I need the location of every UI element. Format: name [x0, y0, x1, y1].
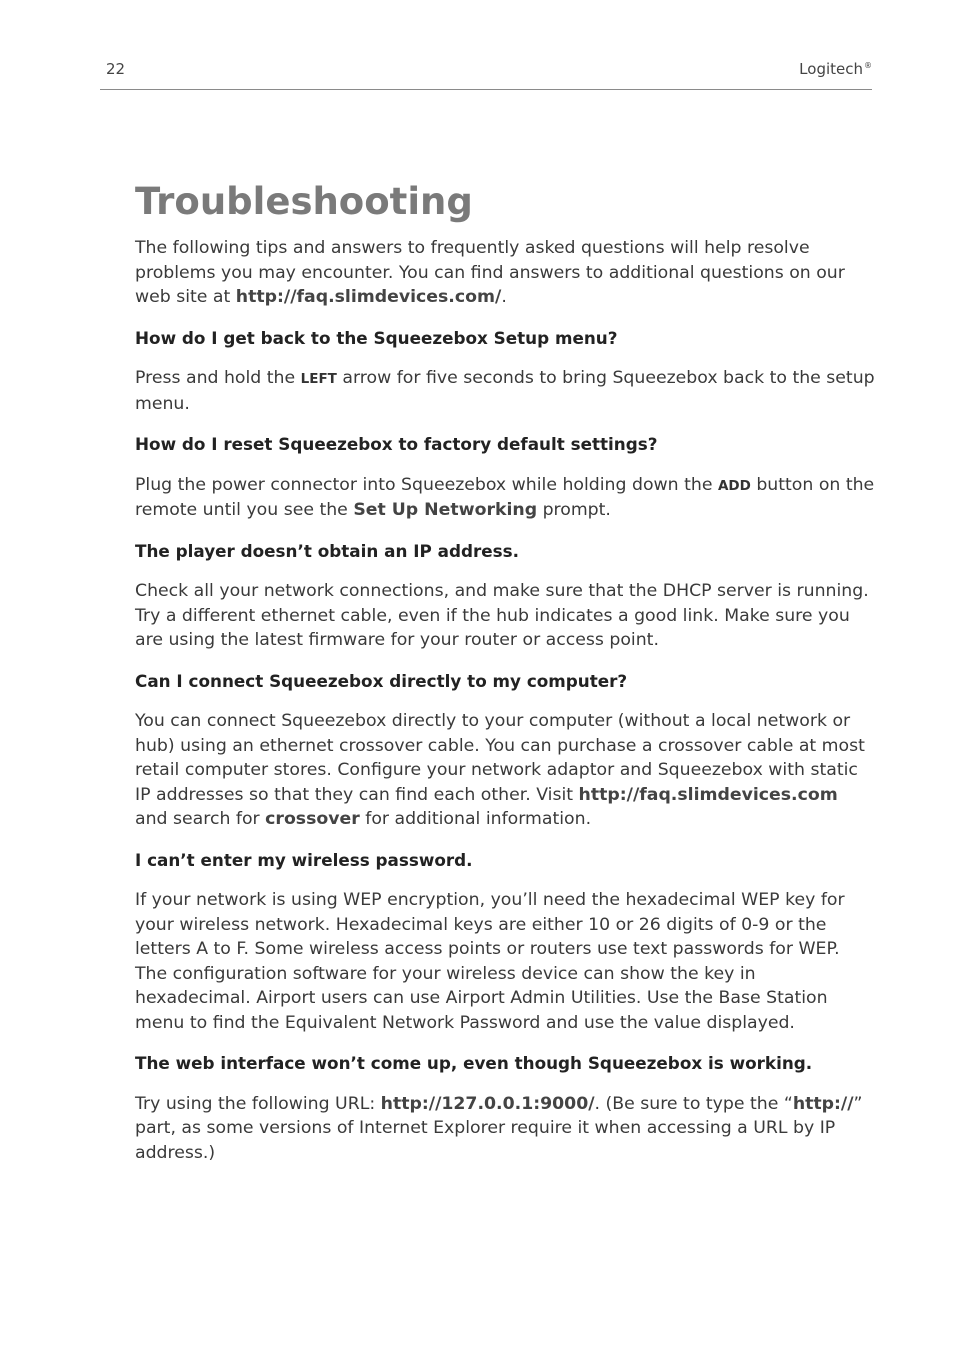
faq-answer-direct-connect	[135, 709, 875, 832]
intro-text-end: .	[501, 287, 507, 307]
answer-text: button on the remote until you see the	[135, 474, 875, 520]
key-left: LEFT	[300, 371, 337, 387]
answer-text: Try using the following URL:	[135, 1093, 381, 1114]
page-title: Troubleshooting	[135, 180, 473, 223]
localhost-link[interactable]: http://127.0.0.1:9000/	[380, 1093, 595, 1114]
faq-question-web-interface: The web interface won’t come up, even though Squeezebox is working.	[135, 1053, 813, 1073]
crossover-term: crossover	[265, 809, 360, 829]
brand-text: Logitech	[799, 60, 863, 78]
answer-text: and search for	[135, 809, 266, 829]
answer-text: arrow for five seconds to bring Squeezebox back to the setup menu.	[135, 368, 875, 414]
registered-mark: ®	[864, 61, 872, 70]
faq-link[interactable]: http://faq.slimdevices.com/	[235, 287, 502, 307]
faq-answer-web-interface	[135, 1092, 875, 1166]
faq-question-wireless-password: I can’t enter my wireless password.	[135, 849, 473, 870]
faq-answer-setup-menu	[135, 366, 875, 416]
answer-text: Press and hold the	[135, 368, 301, 388]
page-header	[100, 58, 872, 90]
faq-answer-wireless-password: If your network is using WEP encryption, you’ll need the hexadecimal WEP key for your wireless network. Hexadecimal keys are either 10 or 26 digits of 0-9 or the letters A to F. Some wireless access points or routers use text passwords for WEP. The configuration software for your wireless device can show the key in hexadecimal. Airport users can use Airport Admin Utilities. Use the Base Station menu to find the Equivalent Network Password and use the value displayed.	[135, 890, 845, 1033]
answer-text: ” part, as some versions of Internet Explorer require it when accessing a URL by IP address.)	[135, 1093, 863, 1163]
answer-text: for additional information.	[359, 809, 592, 829]
answer-text: . (Be sure to type the “	[594, 1093, 793, 1114]
page-number: 22	[106, 60, 126, 78]
faq-question-setup-menu: How do I get back to the Squeezebox Setup menu?	[135, 327, 618, 348]
setup-networking-term: Set Up Networking	[353, 500, 538, 520]
http-term: http://	[792, 1093, 854, 1114]
intro-paragraph	[135, 236, 875, 310]
faq-answer-ip-address: Check all your network connections, and make sure that the DHCP server is running. Try a different ethernet cable, even if the hub indicates a good link. Make sure you are using the latest firmware for your router or access point.	[135, 581, 869, 650]
faq-question-factory-reset: How do I reset Squeezebox to factory default settings?	[135, 434, 658, 454]
faq-answer-factory-reset	[135, 473, 875, 523]
answer-text: Plug the power connector into Squeezebox while holding down the	[135, 474, 718, 495]
answer-text: prompt.	[537, 500, 611, 520]
answer-text: You can connect Squeezebox directly to your computer (without a local network or hub) using an ethernet crossover cable. You can purchase a crossover cable at most retail computer stores. Configure your network adaptor and Squeezebox with static IP addresses so that they can find each other. Visit	[135, 711, 865, 805]
brand-name	[799, 60, 872, 78]
faq-question-ip-address: The player doesn’t obtain an IP address.	[135, 540, 520, 561]
page-content	[135, 178, 875, 1165]
faq-question-direct-connect: Can I connect Squeezebox directly to my computer?	[135, 670, 628, 691]
faq-link[interactable]: http://faq.slimdevices.com	[578, 784, 838, 805]
key-add: ADD	[717, 477, 751, 494]
intro-text: The following tips and answers to frequently asked questions will help resolve problems you may encounter. You can find answers to additional questions on our web site at	[135, 238, 845, 307]
